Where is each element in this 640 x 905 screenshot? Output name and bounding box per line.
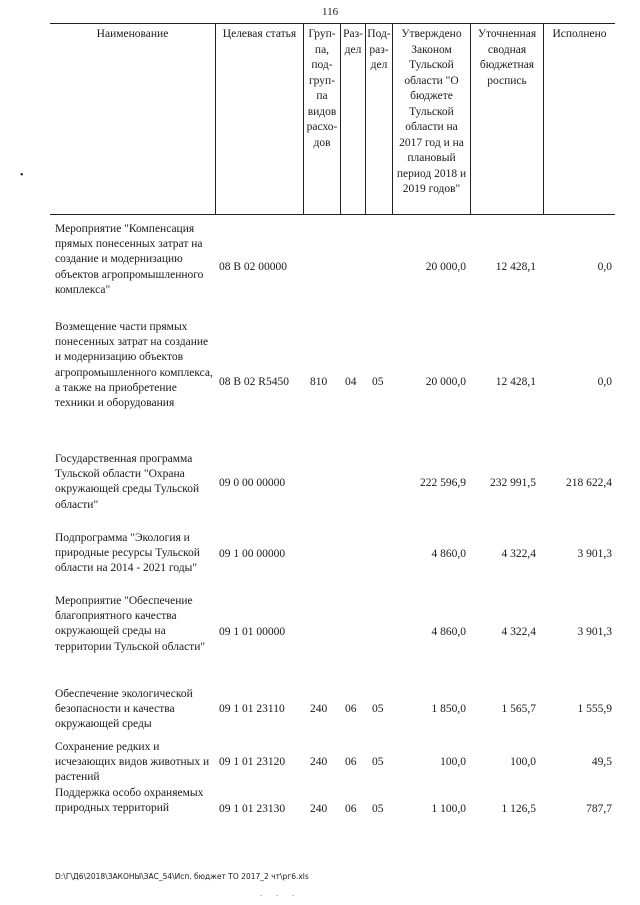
row-section: 06 — [345, 756, 357, 768]
row-approved: 20 000,0 — [425, 261, 466, 273]
row-section: 06 — [345, 703, 357, 715]
row-executed: 0,0 — [597, 261, 612, 273]
table-header — [50, 23, 615, 215]
row-refined: 1 565,7 — [501, 703, 536, 715]
row-refined: 1 126,5 — [501, 803, 536, 815]
row-refined: 4 322,4 — [501, 626, 536, 638]
row-executed: 49,5 — [591, 756, 612, 768]
row-target: 09 1 01 23110 — [219, 703, 285, 715]
row-approved: 100,0 — [440, 756, 466, 768]
row-subsection: 05 — [372, 376, 384, 388]
row-target: 09 1 01 23130 — [219, 803, 286, 815]
row-name: Обеспечение экологической безопасности и качества окружающей среды — [55, 688, 193, 731]
header-executed: Исполнено — [552, 28, 607, 40]
row-refined: 100,0 — [510, 756, 536, 768]
row-group: 240 — [310, 803, 328, 815]
file-path-footer: D:\Г\Д6\2018\ЗАКОНЫ\ЗАС_54\Исп. бюджет ТО 2017_2 чт\рг6.xls — [55, 872, 309, 881]
row-target: 08 В 02 00000 — [219, 261, 288, 273]
row-executed: 1 555,9 — [577, 703, 612, 715]
row-executed: 3 901,3 — [577, 548, 612, 560]
page-number: 116 — [322, 6, 339, 18]
header-approved: Утверждено Законом Тульской области "О бюджете Тульской области на 2017 год и на плановый период 2018 и 2019 годов" — [396, 28, 467, 195]
row-name: Сохранение редких и исчезающих видов животных и растений — [55, 741, 210, 784]
header-section: Раз- дел — [343, 28, 363, 56]
row-approved: 4 860,0 — [431, 626, 466, 638]
row-name: Подпрограмма "Экология и природные ресурсы Тульской области на 2014 - 2021 годы" — [55, 532, 200, 575]
header-subsection: Под- раз- дел — [367, 28, 391, 71]
row-approved: 1 850,0 — [431, 703, 466, 715]
row-name: Поддержка особо охраняемых природных территорий — [55, 787, 204, 815]
row-group: 240 — [310, 756, 328, 768]
row-approved: 4 860,0 — [431, 548, 466, 560]
row-section: 04 — [345, 376, 357, 388]
row-target: 09 1 01 00000 — [219, 626, 286, 638]
row-target: 09 1 00 00000 — [219, 548, 286, 560]
header-group: Груп- па, под- груп- па видов расхо- дов — [306, 28, 338, 149]
bottom-marks: . . . — [260, 889, 300, 898]
row-name: Государственная программа Тульской области "Охрана окружающей среды Тульской области" — [55, 453, 200, 511]
row-executed: 0,0 — [597, 376, 612, 388]
row-refined: 232 991,5 — [490, 477, 536, 489]
row-name: Мероприятие "Компенсация прямых понесенных затрат на создание и модернизацию объектов агропромышленного комплекса" — [55, 223, 204, 296]
row-target: 08 В 02 R5450 — [219, 376, 289, 388]
row-refined: 12 428,1 — [495, 261, 536, 273]
row-executed: 787,7 — [586, 803, 612, 815]
header-name: Наименование — [96, 28, 169, 40]
row-target: 09 1 01 23120 — [219, 756, 286, 768]
row-approved: 20 000,0 — [425, 376, 466, 388]
row-section: 06 — [345, 803, 357, 815]
row-group: 810 — [310, 376, 328, 388]
row-approved: 222 596,9 — [420, 477, 466, 489]
header-refined: Уточненная сводная бюджетная роспись — [477, 28, 537, 87]
row-subsection: 05 — [372, 703, 384, 715]
row-target: 09 0 00 00000 — [219, 477, 286, 489]
row-executed: 3 901,3 — [577, 626, 612, 638]
row-name: Мероприятие "Обеспечение благоприятного качества окружающей среды на территории Тульской области" — [55, 595, 206, 653]
row-subsection: 05 — [372, 756, 384, 768]
header-target: Целевая статья — [222, 28, 297, 40]
bullet-mark: • — [20, 170, 24, 181]
row-refined: 12 428,1 — [495, 376, 536, 388]
row-name: Возмещение части прямых понесенных затрат на создание и модернизацию объектов агропромышленного комплекса, а также на приобретение техники и оборудования — [55, 321, 213, 410]
row-executed: 218 622,4 — [566, 477, 612, 489]
row-subsection: 05 — [372, 803, 384, 815]
row-group: 240 — [310, 703, 328, 715]
row-refined: 4 322,4 — [501, 548, 536, 560]
row-approved: 1 100,0 — [431, 803, 466, 815]
